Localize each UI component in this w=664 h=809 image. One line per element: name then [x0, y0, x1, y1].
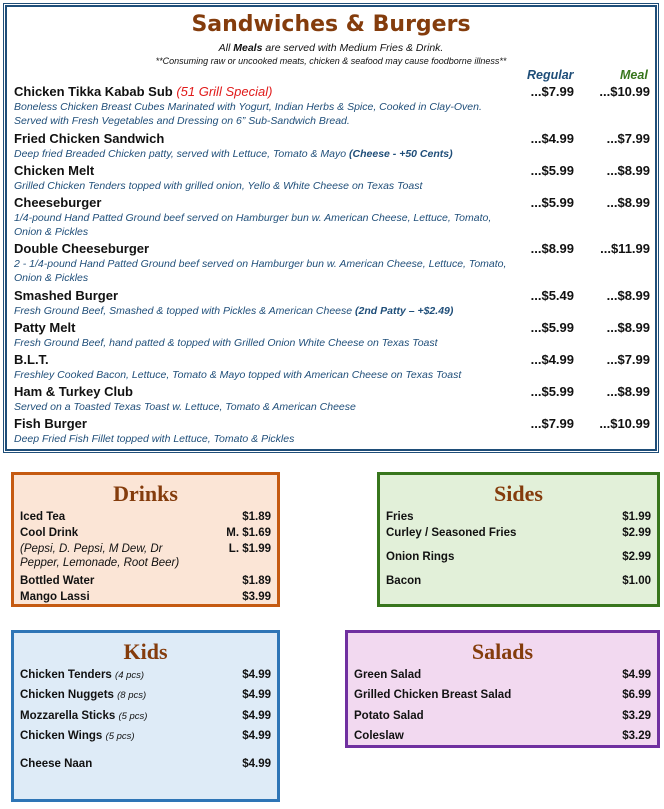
meals-note: All Meals are served with Medium Fries & Drink.: [218, 42, 444, 54]
kids-item: Chicken Wings (5 pcs) $4.99: [20, 730, 271, 742]
price-regular: ...$7.99: [530, 84, 574, 99]
drink-item: Cool Drink M. $1.69: [20, 527, 271, 539]
salad-item: Coleslaw $3.29: [354, 730, 651, 742]
price-meal: ...$8.99: [606, 288, 650, 303]
side-item: Bacon $1.00: [386, 575, 651, 587]
item-description: Grilled Chicken Tenders topped with grilled onion, Yello & White Cheese on Texas Toast: [14, 180, 423, 192]
item-name: B.L.T.: [14, 352, 49, 367]
price-regular: ...$5.99: [530, 195, 574, 210]
kids-panel: [11, 630, 280, 802]
salad-item: Grilled Chicken Breast Salad $6.99: [354, 689, 651, 701]
menu-item: [14, 288, 650, 318]
kids-item: Mozzarella Sticks (5 pcs) $4.99: [20, 710, 271, 722]
drink-item: Bottled Water $1.89: [20, 575, 271, 587]
item-description: Deep fried Breaded Chicken patty, served with Lettuce, Tomato & Mayo (Cheese - +50 Cents): [14, 148, 453, 160]
price-meal: ...$7.99: [606, 131, 650, 146]
salads-title: Salads: [471, 639, 534, 664]
item-name: Fish Burger: [14, 416, 87, 431]
price-regular: ...$5.49: [530, 288, 574, 303]
kids-item: Cheese Naan $4.99: [20, 758, 271, 770]
menu-item: [14, 195, 650, 239]
item-description: 2 - 1/4-pound Hand Patted Ground beef served on Hamburger bun w. American Cheese, Lettuce, Tomato, Onion & Pickles: [14, 258, 507, 284]
item-description: Served on a Toasted Texas Toast w. Lettuce, Tomato & American Cheese: [14, 401, 356, 413]
price-regular: ...$4.99: [530, 352, 574, 367]
price-meal: ...$11.99: [600, 241, 650, 256]
menu-title: Sandwiches & Burgers: [191, 12, 471, 37]
item-name: Cheeseburger: [14, 195, 102, 210]
price-regular: ...$7.99: [530, 416, 574, 431]
column-meal: Meal: [620, 68, 648, 82]
sides-panel: [377, 472, 660, 607]
item-name: Chicken Tikka Kabab Sub (51 Grill Special): [14, 84, 273, 99]
salads-panel: [345, 630, 660, 748]
item-description: Fresh Ground Beef, Smashed & topped with Pickles & American Cheese (2nd Patty – +$2.49): [14, 305, 454, 317]
side-item: Onion Rings $2.99: [386, 551, 651, 563]
menu-item: [14, 163, 650, 193]
kids-item: Chicken Tenders (4 pcs) $4.99: [20, 669, 271, 681]
drink-item: Iced Tea $1.89: [20, 511, 271, 523]
kids-title: Kids: [123, 639, 168, 664]
menu-item: [14, 384, 650, 414]
menu-item: [14, 416, 650, 446]
menu-item: [14, 131, 650, 161]
price-regular: ...$8.99: [530, 241, 574, 256]
price-meal: ...$8.99: [606, 320, 650, 335]
salad-item: Green Salad $4.99: [354, 669, 651, 681]
item-name: Patty Melt: [14, 320, 76, 335]
item-name: Double Cheeseburger: [14, 241, 150, 256]
item-description: Deep Fried Fish Fillet topped with Lettuce, Tomato & Pickles: [14, 433, 295, 445]
sides-title: Sides: [494, 481, 543, 506]
item-name: Fried Chicken Sandwich: [14, 131, 165, 146]
drink-item: Mango Lassi $3.99: [20, 591, 271, 603]
price-meal: ...$7.99: [606, 352, 650, 367]
price-meal: ...$10.99: [599, 416, 650, 431]
price-meal: ...$10.99: [599, 84, 650, 99]
price-regular: ...$5.99: [530, 163, 574, 178]
menu-item: [14, 84, 650, 128]
item-name: Smashed Burger: [14, 288, 119, 303]
price-regular: ...$5.99: [530, 320, 574, 335]
drinks-title: Drinks: [113, 481, 178, 506]
price-regular: ...$5.99: [530, 384, 574, 399]
drinks-panel: [11, 472, 280, 607]
side-item: Fries $1.99: [386, 511, 651, 523]
item-description: Boneless Chicken Breast Cubes Marinated with Yogurt, Indian Herbs & Spice, Cooked in Clay-Oven. Served with Fresh Vegetables and Dressing on 6” Sub-Sandwich Bread.: [14, 101, 482, 127]
price-regular: ...$4.99: [530, 131, 574, 146]
salad-item: Potato Salad $3.29: [354, 710, 651, 722]
drink-item: (Pepsi, D. Pepsi, M Dew, Dr Pepper, Lemonade, Root Beer) L. $1.99: [20, 543, 271, 569]
menu-item: [14, 320, 650, 350]
item-name: Ham & Turkey Club: [14, 384, 133, 399]
price-meal: ...$8.99: [606, 195, 650, 210]
menu-item: [14, 241, 650, 285]
kids-item: Chicken Nuggets (8 pcs) $4.99: [20, 689, 271, 701]
column-regular: Regular: [527, 68, 574, 82]
item-special: (51 Grill Special): [176, 84, 273, 99]
sandwiches-burgers-panel: [3, 3, 659, 453]
menu-item: [14, 352, 650, 382]
item-description: Fresh Ground Beef, hand patted & topped with Grilled Onion White Cheese on Texas Toast: [14, 337, 438, 349]
side-item: Curley / Seasoned Fries $2.99: [386, 527, 651, 539]
item-description: 1/4-pound Hand Patted Ground beef served on Hamburger bun w. American Cheese, Lettuce, Tomato, Onion & Pickles: [14, 212, 492, 238]
price-meal: ...$8.99: [606, 163, 650, 178]
item-description: Freshley Cooked Bacon, Lettuce, Tomato & Mayo topped with American Cheese on Texas Toast: [14, 369, 462, 381]
foodborne-warning: **Consuming raw or uncooked meats, chicken & seafood may cause foodborne illness**: [155, 56, 507, 66]
item-name: Chicken Melt: [14, 163, 95, 178]
price-meal: ...$8.99: [606, 384, 650, 399]
